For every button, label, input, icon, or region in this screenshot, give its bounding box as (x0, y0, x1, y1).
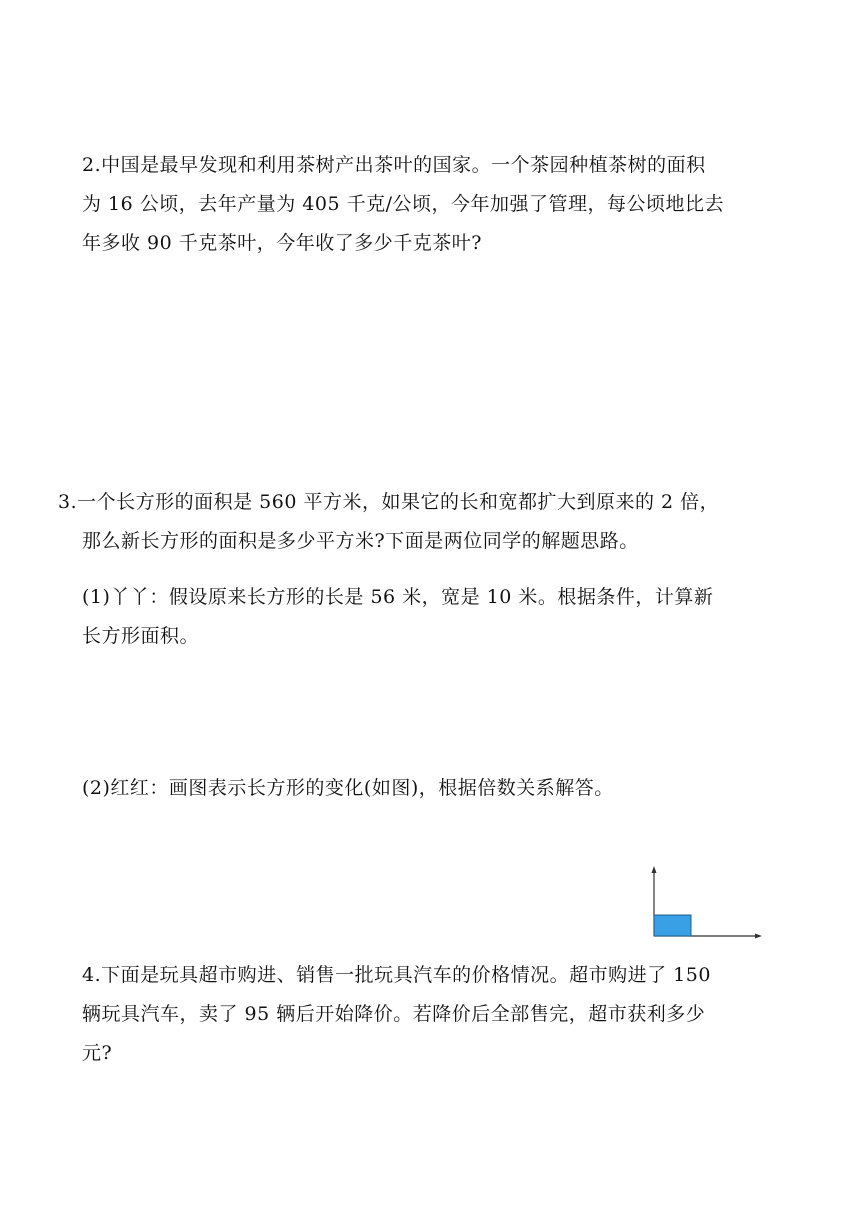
question-3-line-1: 3.一个长方形的面积是 560 平方米，如果它的长和宽都扩大到原来的 2 倍， (58, 491, 720, 513)
question-3 (58, 483, 788, 561)
question-3-part-1-line-1: (1)丫丫：假设原来长方形的长是 56 米，宽是 10 米。根据条件，计算新 (82, 586, 714, 608)
question-3-part-2-line-1: (2)红红：画图表示长方形的变化(如图)，根据倍数关系解答。 (82, 777, 614, 799)
question-4 (82, 956, 782, 1073)
rectangle-diagram (644, 864, 764, 944)
question-2-line-1: 2.中国是最早发现和利用茶树产出茶叶的国家。一个茶园种植茶树的面积 (82, 154, 706, 176)
question-2-line-3: 年多收 90 千克茶叶，今年收了多少千克茶叶? (82, 232, 482, 254)
question-3-part-1 (82, 578, 782, 656)
question-3-line-2: 那么新长方形的面积是多少平方米?下面是两位同学的解题思路。 (82, 530, 639, 552)
question-3-part-2 (82, 769, 782, 808)
question-4-line-1: 4.下面是玩具超市购进、销售一批玩具汽车的价格情况。超市购进了 150 (82, 964, 711, 986)
x-axis-arrow (755, 934, 762, 939)
question-4-line-3: 元? (82, 1042, 113, 1064)
question-2 (82, 146, 782, 263)
y-axis-arrow (652, 866, 657, 873)
question-3-part-1-line-2: 长方形面积。 (82, 625, 200, 647)
question-2-line-2: 为 16 公顷，去年产量为 405 千克/公顷，今年加强了管理，每公顷地比去 (82, 193, 725, 215)
original-rectangle (654, 915, 691, 936)
question-4-line-2: 辆玩具汽车，卖了 95 辆后开始降价。若降价后全部售完，超市获利多少 (82, 1003, 706, 1025)
